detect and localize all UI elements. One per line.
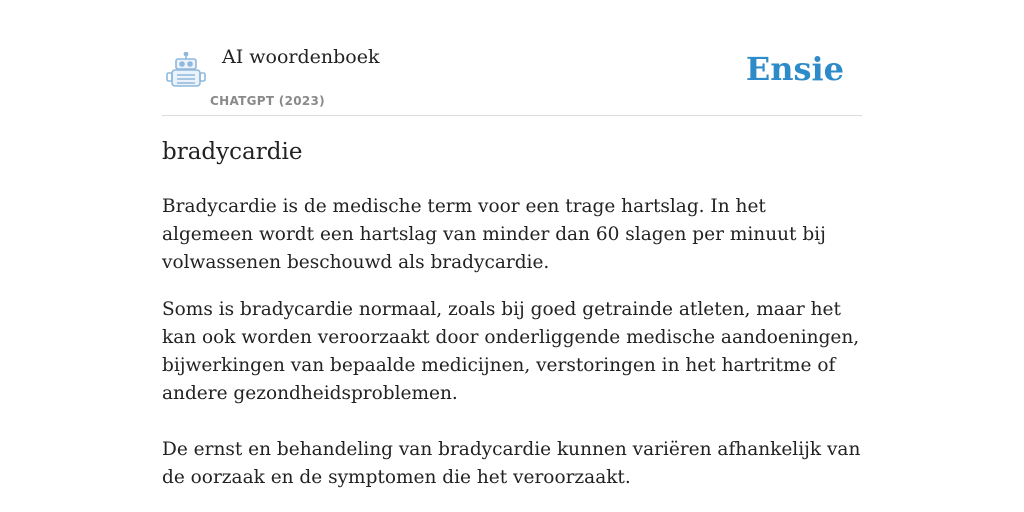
source-title: AI woordenboek [222, 46, 380, 68]
entry-term: bradycardie [162, 139, 303, 165]
robot-icon [166, 52, 206, 88]
entry-definition [162, 193, 862, 492]
definition-paragraph: Soms is bradycardie normaal, zoals bij goed getrainde atleten, maar het kan ook worden veroorzaakt door onderliggende medische aandoeningen, bijwerkingen van bepaalde medicijnen, verstoringen in het hartritme of andere gezondheidsproblemen. [162, 299, 860, 404]
definition-paragraph: De ernst en behandeling van bradycardie kunnen variëren afhankelijk van de oorzaak en de symptomen die het veroorzaakt. [162, 439, 861, 488]
source-subtitle: CHATGPT (2023) [210, 94, 325, 108]
brand-logo[interactable]: Ensie [745, 50, 844, 88]
definition-paragraph: Bradycardie is de medische term voor een trage hartslag. In het algemeen wordt een hartslag van minder dan 60 slagen per minuut bij volwassenen beschouwd als bradycardie. [162, 196, 826, 273]
header [162, 40, 862, 116]
